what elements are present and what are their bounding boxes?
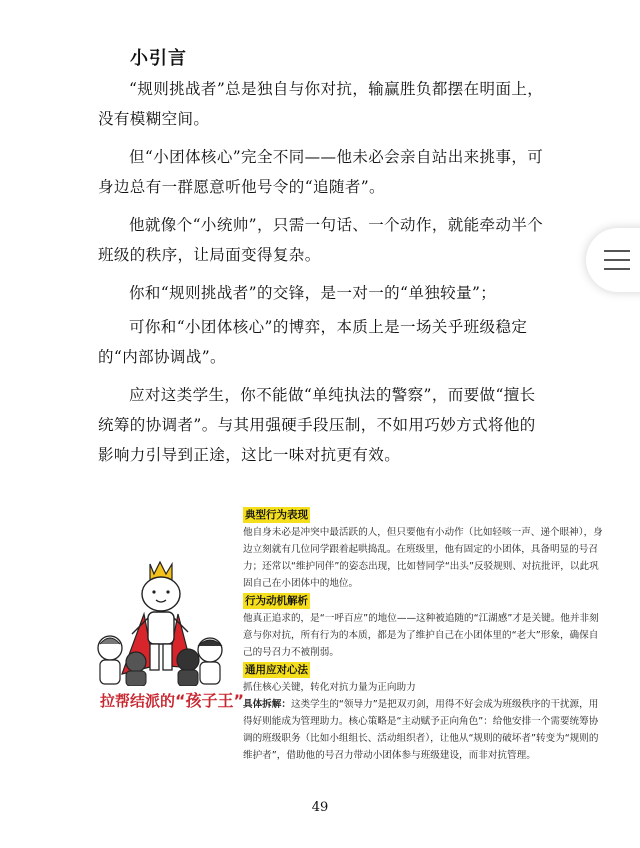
motive-analysis-text: 他真正追求的，是“一呼百应”的地位——这种被追随的“江湖感”才是关键。他并非刻意与你对抗，所有行为的本质，都是为了维护自己在小团体里的“老大”形象，确保自己的号召力不被削弱。 <box>243 613 599 658</box>
strategy-detail-label: 具体拆解： <box>243 699 291 710</box>
page-number: 49 <box>311 800 329 815</box>
illustration-caption <box>100 688 260 711</box>
paragraph-4: 你和“规则挑战者”的交锋，是一对一的“单独较量”； <box>129 284 497 302</box>
strategy-detail-text: 这类学生的“领导力”是把双刃剑，用得不好会成为班级秩序的干扰源，用得好则能成为管理助力。核心策略是“主动赋予正向角色”：给他安排一个需要统筹协调的班级职务（比如小组组长、活动组织者），让他从“规则的破坏者”转变为“规则的维护者”，借助他的号召力带动小团体参与班级建设，而非对抗管理。 <box>243 699 599 761</box>
typical-behavior-text: 他自身未必是冲突中最活跃的人，但只要他有小动作（比如轻咳一声、递个眼神），身边立刻就有几位同学跟着起哄捣乱。在班级里，他有固定的小团体，具备明显的号召力；还常以“维护同伴”的姿态出现，比如替同学“出头”反驳规则、对抗批评，以此巩固自己在小团体中的地位。 <box>243 527 603 589</box>
strategy-line1: 抓住核心关键，转化对抗力量为正向助力 <box>243 682 416 693</box>
caption-prefix: 拉帮结派的 <box>100 692 176 710</box>
typical-behavior-label: 典型行为表现 <box>245 509 308 521</box>
paragraph-1: “规则挑战者”总是独自与你对抗，输赢胜负都摆在明面上，没有模糊空间。 <box>98 80 544 128</box>
caption-highlight: “孩子王” <box>175 691 245 710</box>
info-box <box>243 506 603 764</box>
paragraph-2: 但“小团体核心”完全不同——他未必会亲自站出来挑事，可身边总有一群愿意听他号令的“追随者”。 <box>98 148 544 196</box>
paragraph-3: 他就像个“小统帅”，只需一句话、一个动作，就能牵动半个班级的秩序，让局面变得复杂。 <box>98 216 544 264</box>
section-title: 小引言 <box>130 48 187 69</box>
side-menu-button[interactable] <box>586 228 640 292</box>
motive-analysis-label: 行为动机解析 <box>245 595 308 607</box>
strategy-label: 通用应对心法 <box>245 664 308 676</box>
paragraph-6: 应对这类学生，你不能做“单纯执法的警察”，而要做“擅长统筹的协调者”。与其用强硬手段压制，不如用巧妙方式将他的影响力引导到正途，这比一味对抗更有效。 <box>98 386 536 464</box>
paragraph-5: 可你和“小团体核心”的博弈，本质上是一场关乎班级稳定的“内部协调战”。 <box>98 318 528 366</box>
king-kid-illustration <box>92 556 240 686</box>
strategy-detail <box>243 696 603 764</box>
